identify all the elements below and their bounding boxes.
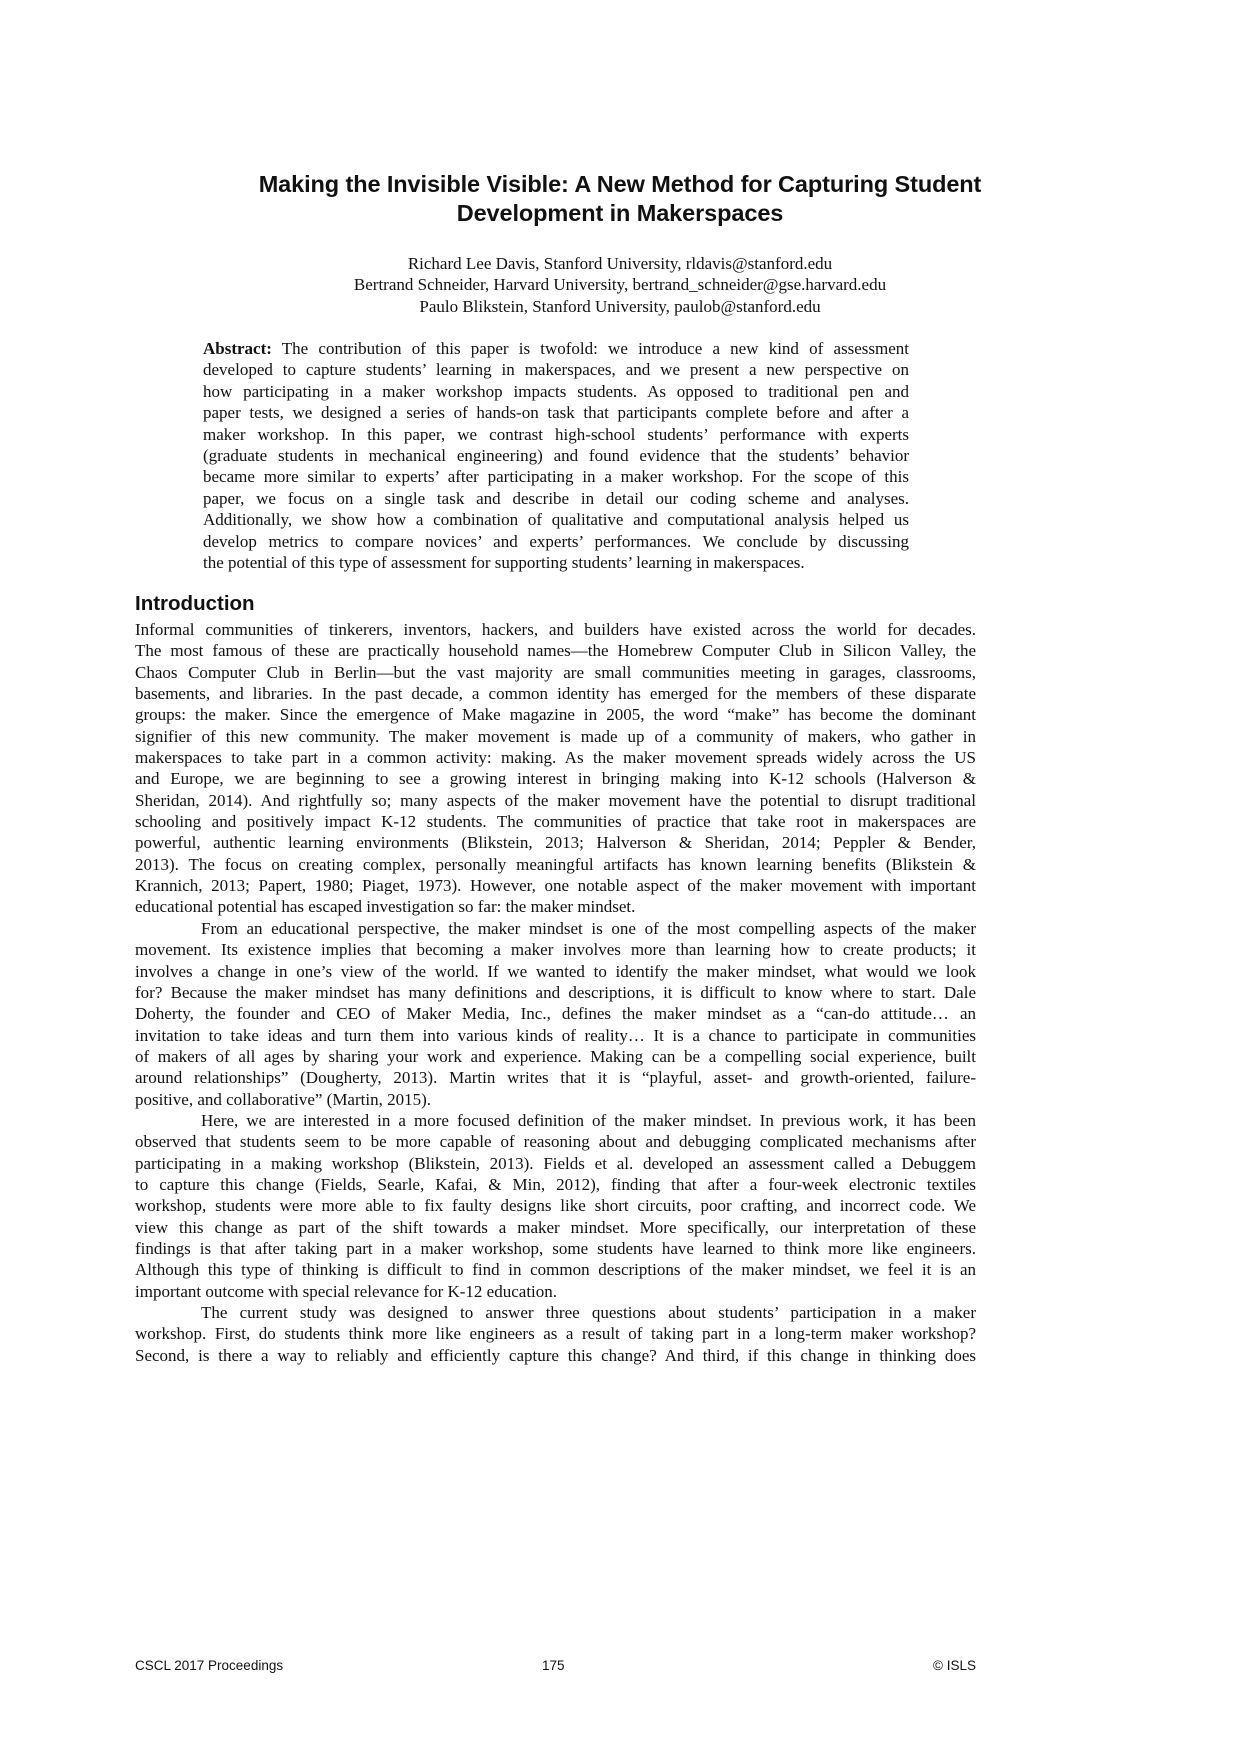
body-line: From an educational perspective, the maker mindset is one of the most compelling aspects of the maker bbox=[201, 918, 976, 938]
abstract-line: the potential of this type of assessment for supporting students’ learning in makerspaces. bbox=[203, 553, 805, 573]
abstract-line: paper, we focus on a single task and describe in detail our coding scheme and analyses. bbox=[203, 488, 909, 508]
body-line: around relationships” (Dougherty, 2013). Martin writes that it is “playful, asset- and growth-oriented, failure- bbox=[135, 1068, 976, 1088]
body-line: Krannich, 2013; Papert, 1980; Piaget, 1973). However, one notable aspect of the maker movement with important bbox=[135, 876, 976, 896]
body-line: Second, is there a way to reliably and efficiently capture this change? And third, if this change in thinking does bbox=[135, 1345, 976, 1365]
body-line: positive, and collaborative” (Martin, 2015). bbox=[135, 1089, 431, 1109]
abstract bbox=[203, 338, 909, 573]
footer-copyright: © ISLS bbox=[933, 1658, 976, 1673]
abstract-line: maker workshop. In this paper, we contrast high-school students’ performance with experts bbox=[203, 424, 909, 444]
body-line: view this change as part of the shift towards a maker mindset. More specifically, our interpretation of these bbox=[135, 1217, 976, 1237]
abstract-line: The contribution of this paper is twofold: we introduce a new kind of assessment bbox=[271, 339, 909, 358]
body-line: Informal communities of tinkerers, inventors, hackers, and builders have existed across the world for decades. bbox=[135, 620, 976, 639]
body-line: of makers of all ages by sharing your work and experience. Making can be a compelling social experience, built bbox=[135, 1046, 976, 1066]
body-line: Here, we are interested in a more focused definition of the maker mindset. In previous work, it has been bbox=[201, 1110, 976, 1130]
body-line: makerspaces to take part in a common activity: making. As the maker movement spreads widely across the US bbox=[135, 748, 976, 768]
body-line: Although this type of thinking is difficult to find in common descriptions of the maker mindset, we feel it is an bbox=[135, 1260, 976, 1280]
body-line: groups: the maker. Since the emergence of Make magazine in 2005, the word “make” has become the dominant bbox=[135, 705, 976, 725]
body-line: movement. Its existence implies that becoming a maker involves more than learning how to create products; it bbox=[135, 940, 976, 960]
author-line: Richard Lee Davis, Stanford University, rldavis@stanford.edu bbox=[407, 254, 833, 273]
introduction-body bbox=[135, 619, 976, 1366]
body-line: powerful, authentic learning environments (Blikstein, 2013; Halverson & Sheridan, 2014; Peppler & Bender, bbox=[135, 833, 976, 853]
body-line: important outcome with special relevance for K-12 education. bbox=[135, 1281, 558, 1301]
title-line: Development in Makerspaces bbox=[456, 200, 784, 226]
section-heading-introduction: Introduction bbox=[135, 592, 255, 615]
paragraph-2 bbox=[135, 918, 976, 1110]
abstract-line: became more similar to experts’ after participating in a maker workshop. For the scope of this bbox=[203, 467, 909, 487]
body-line: involves a change in one’s view of the world. If we wanted to identify the maker mindset, what would we look bbox=[135, 961, 976, 981]
body-line: Doherty, the founder and CEO of Maker Media, Inc., defines the maker mindset as a “can-do attitude… an bbox=[135, 1004, 976, 1024]
body-line: schooling and positively impact K-12 students. The communities of practice that take root in makerspaces are bbox=[135, 812, 976, 832]
abstract-line: paper tests, we designed a series of hands-on task that participants complete before and after a bbox=[203, 403, 909, 423]
paper-title bbox=[140, 170, 1100, 228]
paragraph-4 bbox=[135, 1302, 976, 1366]
paragraph-1 bbox=[135, 619, 976, 918]
abstract-line: Additionally, we show how a combination of qualitative and computational analysis helped us bbox=[203, 510, 909, 530]
abstract-line: how participating in a maker workshop impacts students. As opposed to traditional pen and bbox=[203, 381, 909, 401]
body-line: signifier of this new community. The maker movement is made up of a community of makers, who gather in bbox=[135, 726, 976, 746]
body-line: basements, and libraries. In the past decade, a common identity has emerged for the members of these disparate bbox=[135, 684, 976, 704]
abstract-line: developed to capture students’ learning in makerspaces, and we present a new perspective on bbox=[203, 360, 909, 380]
body-line: workshop. First, do students think more like engineers as a result of taking part in a long-term maker workshop? bbox=[135, 1324, 976, 1344]
abstract-line: (graduate students in mechanical engineering) and found evidence that the students’ behavior bbox=[203, 446, 909, 466]
body-line: workshop, students were more able to fix faulty designs like short circuits, poor crafting, and incorrect code. We bbox=[135, 1196, 976, 1216]
title-line: Making the Invisible Visible: A New Method for Capturing Student bbox=[258, 171, 982, 197]
body-line: 2013). The focus on creating complex, personally meaningful artifacts has known learning benefits (Blikstein & bbox=[135, 854, 976, 874]
page-number: 175 bbox=[542, 1658, 565, 1673]
body-line: educational potential has escaped investigation so far: the maker mindset. bbox=[135, 897, 636, 917]
body-line: Chaos Computer Club in Berlin—but the vast majority are small communities meeting in garages, classrooms, bbox=[135, 662, 976, 682]
footer-proceedings: CSCL 2017 Proceedings bbox=[135, 1658, 284, 1673]
body-line: The most famous of these are practically household names—the Homebrew Computer Club in Silicon Valley, the bbox=[135, 641, 976, 661]
author-line: Paulo Blikstein, Stanford University, paulob@stanford.edu bbox=[419, 296, 821, 316]
abstract-line: develop metrics to compare novices’ and experts’ performances. We conclude by discussing bbox=[203, 531, 909, 551]
author-line: Bertrand Schneider, Harvard University, bertrand_schneider@gse.harvard.edu bbox=[353, 275, 887, 295]
body-line: participating in a making workshop (Blikstein, 2013). Fields et al. developed an assessment called a Debuggem bbox=[135, 1153, 976, 1173]
body-line: findings is that after taking part in a maker workshop, some students have learned to think more like engineers. bbox=[135, 1238, 976, 1258]
body-line: and Europe, we are beginning to see a growing interest in bringing making into K-12 schools (Halverson & bbox=[135, 769, 976, 789]
body-line: The current study was designed to answer three questions about students’ participation in a maker bbox=[201, 1303, 976, 1322]
body-line: for? Because the maker mindset has many definitions and descriptions, it is difficult to know where to start. Dale bbox=[135, 982, 976, 1002]
author-list bbox=[140, 253, 1100, 317]
body-line: observed that students seem to be more capable of reasoning about and debugging complicated mechanisms after bbox=[135, 1132, 976, 1152]
abstract-label: Abstract: bbox=[203, 339, 272, 358]
body-line: Sheridan, 2014). And rightfully so; many aspects of the maker movement have the potential to disrupt traditional bbox=[135, 790, 976, 810]
page-footer bbox=[135, 1658, 976, 1678]
paragraph-3 bbox=[135, 1110, 976, 1302]
body-line: to capture this change (Fields, Searle, Kafai, & Min, 2012), finding that after a four-week electronic textiles bbox=[135, 1174, 976, 1194]
body-line: invitation to take ideas and turn them into various kinds of reality… It is a chance to participate in communities bbox=[135, 1025, 976, 1045]
